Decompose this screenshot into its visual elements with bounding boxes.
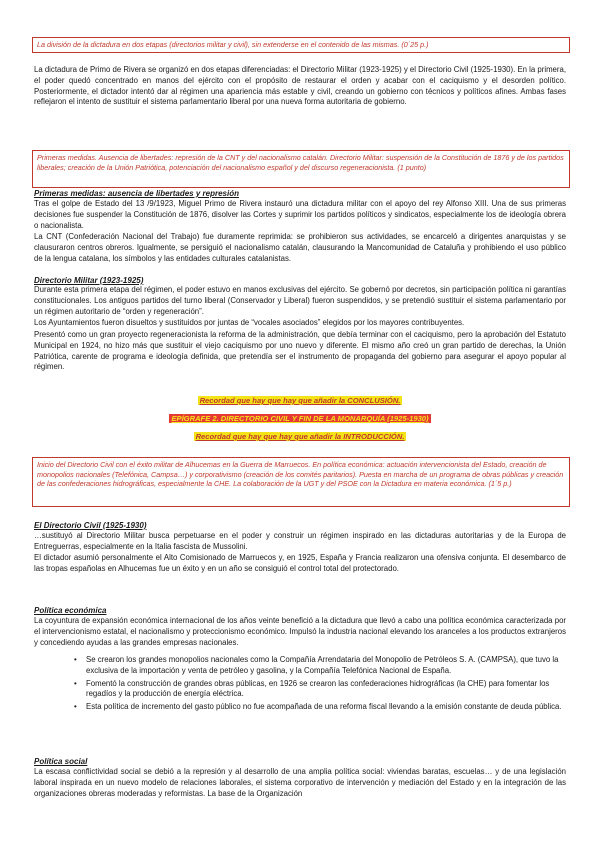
paragraph-ayuntamientos: Los Ayuntamientos fueron disueltos y sustituidos por juntas de “vocales asociados” elegidos por los mayores contribuyentes. (34, 318, 465, 327)
paragraph-military-stage: Durante esta primera etapa del régimen, el poder estuvo en manos exclusivas del ejército. Se gobernó por decretos, sin participación política ni garantías constitucionales. Los antiguos partidos del turno liberal (Conservador y Liberal) fueron suspendidos, y se pretendió sustituir el sistema parlamentario por un régimen autoritario de “orden y regeneración”. (34, 285, 566, 316)
paragraph-cnt: La CNT (Confederación Nacional del Trabajo) fue duramente reprimida: se prohibieron sus actividades, se encarceló a dirigentes anarquistas y se clausuraron centros obreros. Igualmente, se persiguió el nacionalismo catalán, clausurando la Mancomunidad de Cataluña y prohibiendo el uso público de la lengua catalana, los símbolos y las entidades culturales catalanistas. (34, 232, 566, 263)
paragraph-regeneracionista: Presentó como un gran proyecto regeneracionista la reforma de la administración, que debía terminar con el caciquismo, pero la aprobación del Estatuto Municipal en 1924, no hizo más que sustituir el viejo caciquismo por uno nuevo y diferente. El mismo año creó un gran partido de derechas, la Unión Patriótica, carente de programa e ideología definida, que pretendía ser el instrumento de propaganda del gobierno para asegurar el apoyo popular al régimen. (34, 330, 566, 372)
paragraph-intro: La dictadura de Primo de Rivera se organizó en dos etapas diferenciadas: el Directorio Militar (1923-1925) y el Directorio Civil (1925-1930). En la primera, el poder quedó concentrado en manos del ejército con el propósito de restaurar el orden y acabar con el caciquismo y el desorden político. Posteriormente, el dictador intentó dar al régimen una apariencia más estable y civil, creando un gobierno con técnicos y políticos afines. Ambas fases reflejaron el intento de sustituir el sistema parlamentario liberal por una nueva forma autoritaria de gobierno. (34, 65, 566, 107)
paragraph-coup: Tras el golpe de Estado del 13 /9/1923, Miguel Primo de Rivera instauró una dictadura militar con el apoyo del rey Alfonso XIII. Una de sus primeras decisiones fue suspender la Constitución de 1876, disolver las Cortes y suprimir los partidos políticos y sindicatos, especialmente los de ideología obrera o nacionalista. (34, 199, 566, 230)
heading-social-policy: Política social (34, 757, 88, 766)
heading-military-directory: Directorio Militar (1923-1925) (34, 276, 144, 285)
paragraph-economic-policy: La coyuntura de expansión económica internacional de los años veinte benefició a la dictadura que llevó a cabo una política económica caracterizada por el intervencionismo estatal, el nacionalismo y proteccionismo económico. Impulsó la industria nacional elevando los aranceles a los productos extranjeros y concediendo ayudas a las grandes empresas nacionales. (34, 616, 566, 647)
highlight-epigraph-2: EPÍGRAFE 2. DIRECTORIO CIVIL Y FIN DE LA MONARQUÍA (1925-1930) (171, 414, 429, 423)
list-item: • Se crearon los grandes monopolios nacionales como la Compañía Arrendataria del Monopolio de Petróleos S. A. (CAMPSA), que tuvo la exclusiva de la importación y venta de petróleo y gasolina, y la Compañía Telefónica Nacional de España. (72, 655, 566, 677)
heading-first-measures: Primeras medidas: ausencia de libertades y represión (34, 189, 239, 198)
rubric-box-first-measures: Primeras medidas. Ausencia de libertades: represión de la CNT y del nacionalismo catalán. Directorio Militar: suspensión de la Constitución de 1876 y de los partidos liberales; creación de la Unión Patriótica, potenciación del nacionalismo español y del discurso regeneracionista. (1 punto) (32, 150, 570, 188)
paragraph-civil-directory: …sustituyó al Directorio Militar busca perpetuarse en el poder y construir un régimen inspirado en las dictaduras autoritarias y de la Europa de Entreguerras, especialmente en la Italia fascista de Mussolini. (34, 531, 566, 551)
rubric-box-division: La división de la dictadura en dos etapas (directorios militar y civil), sin extenderse en el contenido de las mismas. (0´25 p.) (32, 37, 570, 53)
list-item: • Fomentó la construcción de grandes obras públicas, en 1926 se crearon las confederaciones hidrográficas (la CHE) para fomentar los regadíos y la producción de energía eléctrica. (72, 679, 566, 701)
paragraph-social-policy: La escasa conflictividad social se debió a la represión y al desarrollo de una amplia política social: viviendas baratas, escuelas… y de una legislación laboral inspirada en un nuevo modelo de relaciones laborales, el sistema corporativo de intervención y mediación del Estado y en la integración de las organizaciones obreras moderadas y reformistas. La base de la Organización (34, 767, 566, 798)
list-item: • Esta política de incremento del gasto público no fue acompañada de una reforma fiscal llevando a la emisión constante de deuda pública. (72, 702, 566, 713)
heading-civil-directory: El Directorio Civil (1925-1930) (34, 521, 147, 530)
highlight-introduction: Recordad que hay que hay que añadir la INTRODUCCIÓN. (195, 432, 405, 441)
economic-measures-list (72, 655, 566, 715)
heading-economic-policy: Política económica (34, 606, 107, 615)
rubric-box-civil-directory: Inicio del Directorio Civil con el éxito militar de Alhucemas en la Guerra de Marruecos. En política económica: actuación intervencionista del Estado, creación de monopolios nacionales (Telefónica, Campsa…) y corporativismo (creación de los comités paritarios). Puesta en marcha de un programa de obras públicas y creación de las confederaciones hidrográficas, especialmente la CHE. La colaboración de la UGT y del PSOE con la Dictadura en materia económica. (1´5 p.) (32, 457, 570, 507)
highlight-conclusion: Recordad que hay que hay que añadir la CONCLUSIÓN. (199, 396, 401, 405)
paragraph-alhucemas: El dictador asumió personalmente el Alto Comisionado de Marruecos y, en 1925, España y Francia realizaron una ofensiva conjunta. El desembarco de las tropas españolas en Alhucemas fue un éxito y en un año se consiguió el control total del protectorado. (34, 553, 566, 573)
